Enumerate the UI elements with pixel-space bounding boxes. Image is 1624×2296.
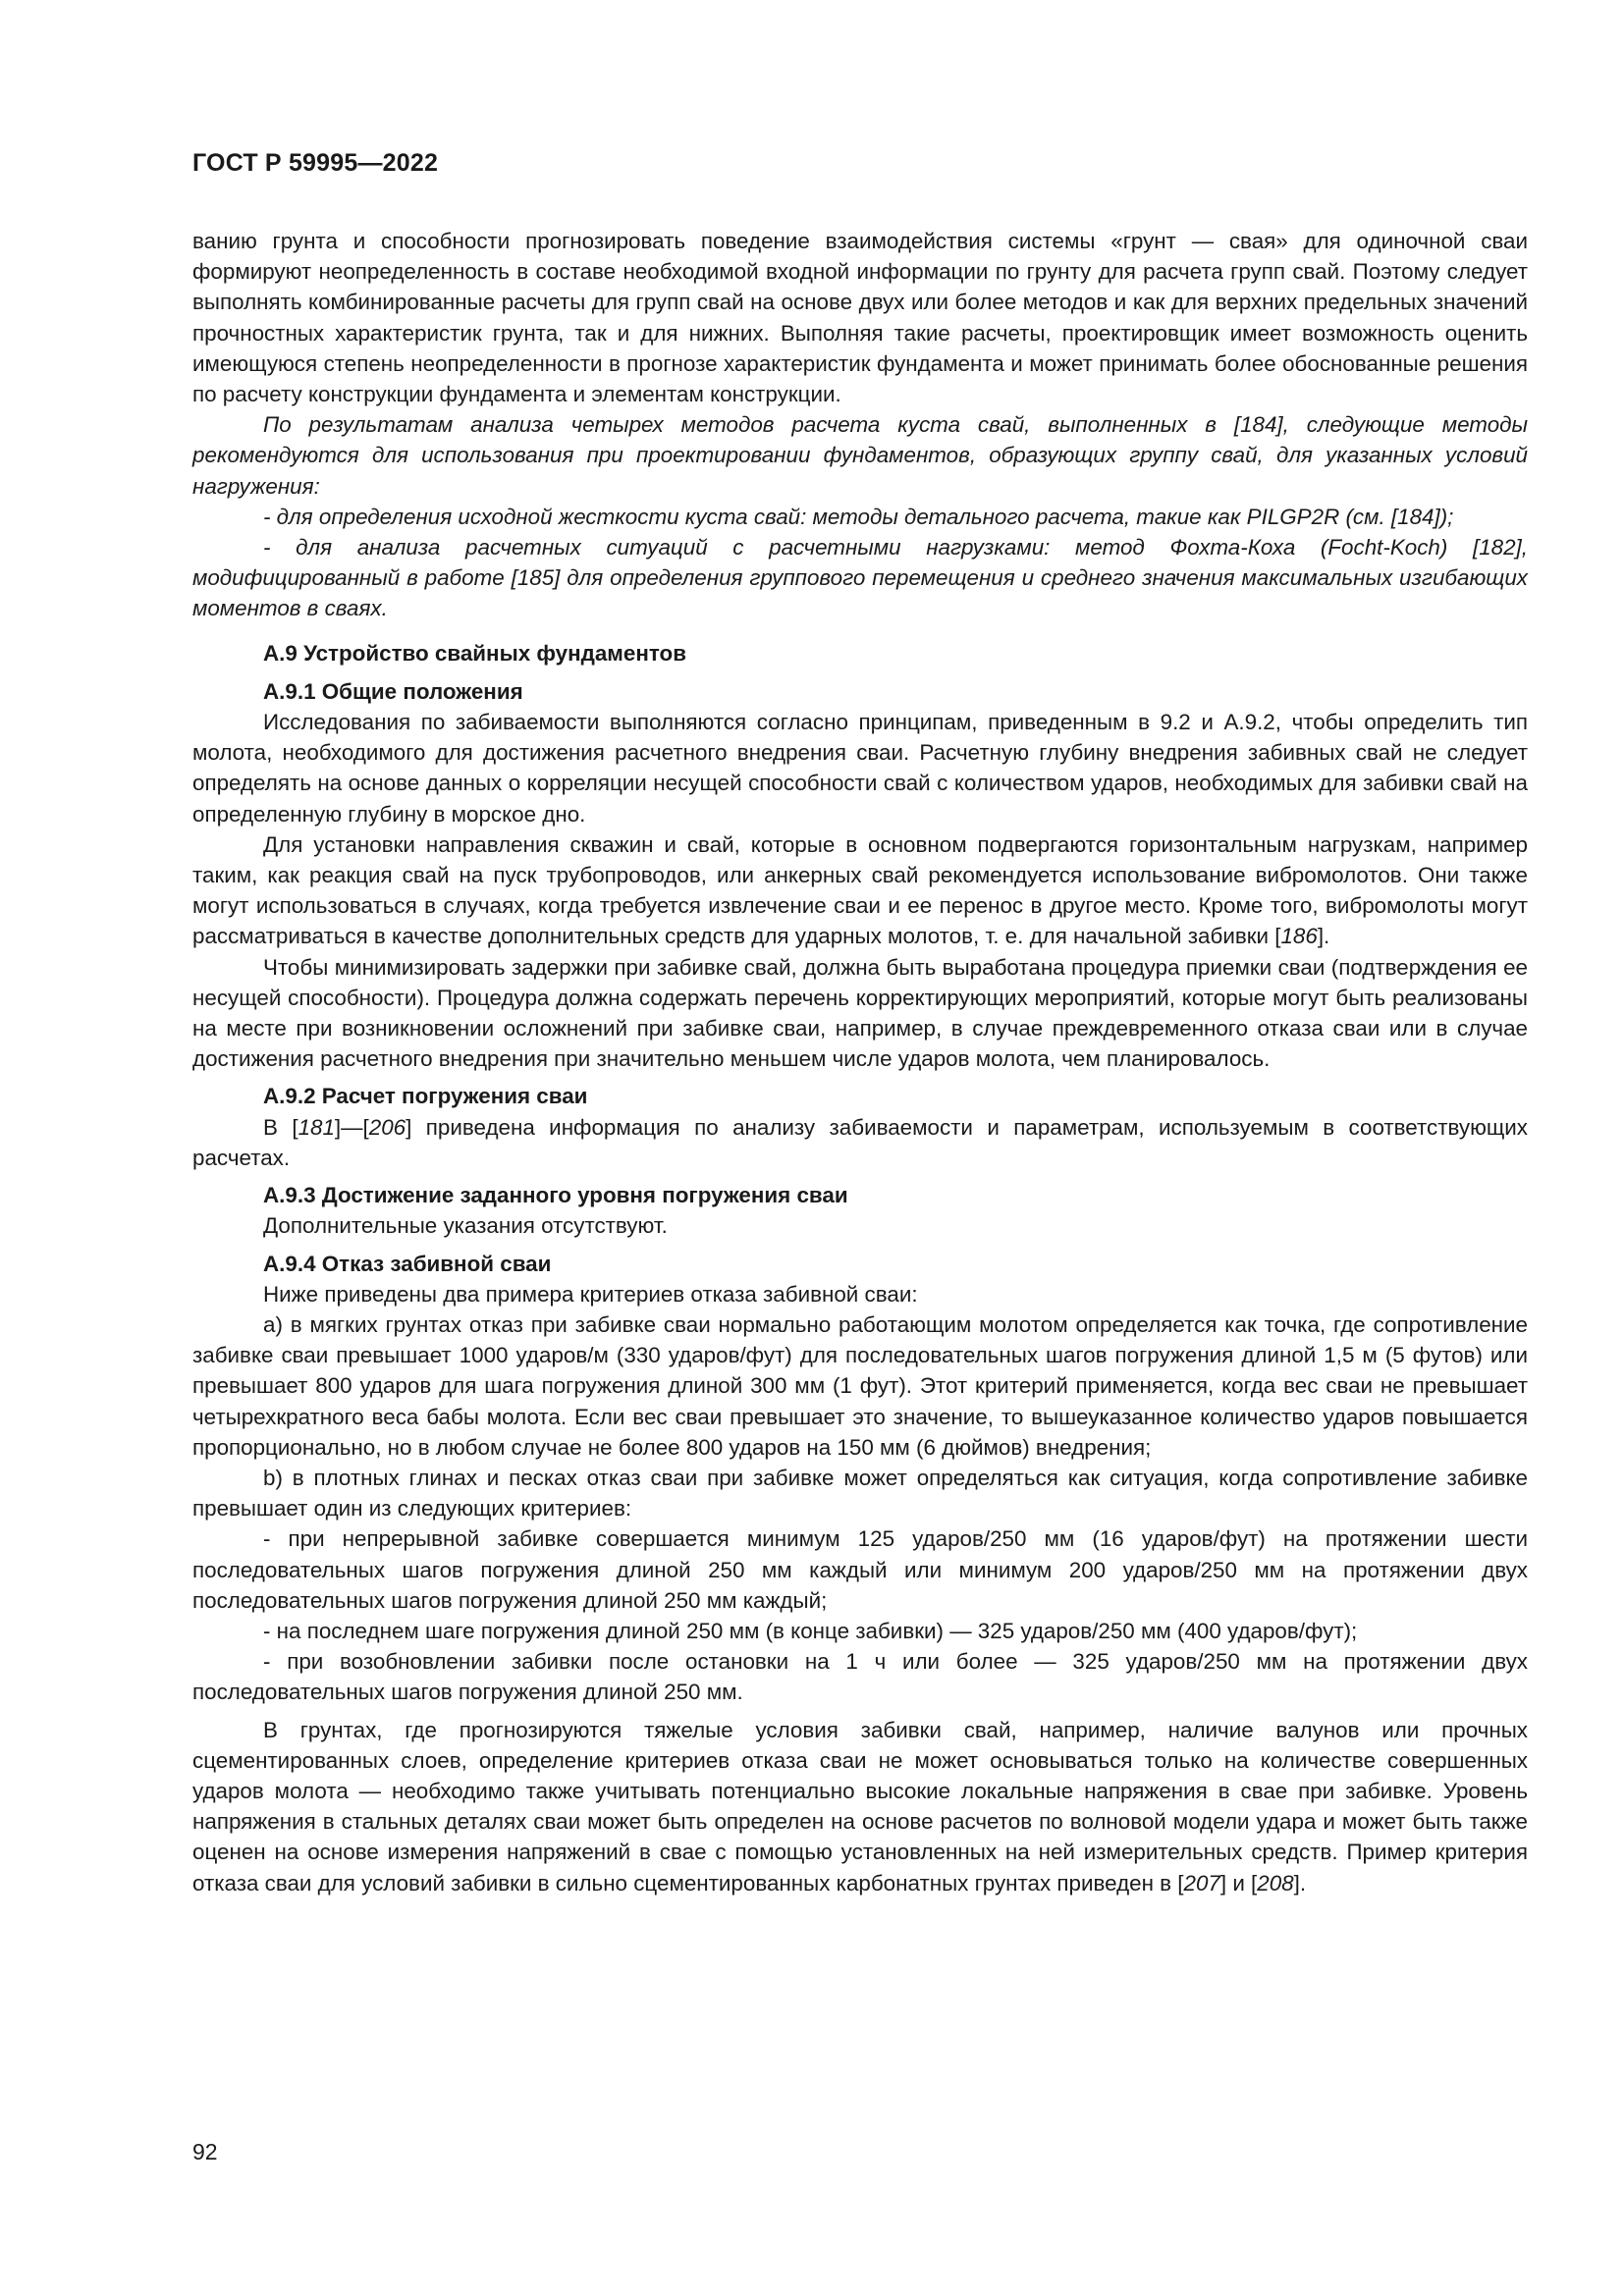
paragraph-text: ]. — [1293, 1870, 1307, 1896]
paragraph-text: ] приведена информация по анализу забиваемости и параметрам, используемым в соответствующих расчетах. — [192, 1114, 1528, 1170]
list-item: - на последнем шаге погружения длиной 250 мм (в конце забивки) — 325 ударов/250 мм (400 ударов/фут); — [263, 1618, 1358, 1643]
paragraph-text: ] и [ — [1219, 1870, 1258, 1896]
list-item: а) в мягких грунтах отказ при забивке сваи нормально работающим молотом определяется как точка, где сопротивление забивке сваи превышает 1000 ударов/м (330 ударов/фут) для последовательных шагов погружения длиной 1,5 м (5 футов) или превышает 800 ударов для шага погружения длиной 300 мм (1 фут). Этот критерий применяется, когда вес сваи не превышает четырехкратного веса бабы молота. Если вес сваи превышает это значение, то вышеуказанное количество ударов повышается пропорционально, но в любом случае не более 800 ударов на 150 мм (6 дюймов) внедрения; — [192, 1311, 1528, 1460]
subsection-heading: А.9.1 Общие положения — [263, 678, 523, 704]
subsection-heading: А.9.3 Достижение заданного уровня погружения сваи — [263, 1183, 848, 1208]
paragraph: Ниже приведены два примера критериев отказа забивной сваи: — [263, 1281, 918, 1307]
paragraph-text: ]. — [1317, 924, 1330, 949]
list-item: b) в плотных глинах и песках отказ сваи при забивке может определяться как ситуация, когда сопротивление забивке превышает один из следующих критериев: — [192, 1465, 1528, 1522]
paragraph-text: Для установки направления скважин и свай, которые в основном подвергаются горизонтальным нагрузкам, например таким, как реакция свай на пуск трубопроводов, или анкерных свай рекомендуется использование вибромолотов. Они также могут использоваться в случаях, когда требуется извлечение сваи и ее перенос в другое место. Кроме того, вибромолоты могут рассматриваться в качестве дополнительных средств для ударных молотов, т. е. для начальной забивки [ — [192, 831, 1528, 949]
document-body — [192, 226, 1528, 1898]
document-header: ГОСТ Р 59995—2022 — [192, 149, 439, 177]
paragraph — [192, 829, 1528, 952]
list-item: - при возобновлении забивки после остановки на 1 ч или более — 325 ударов/250 мм на протяжении двух последовательных шагов погружения длиной 250 мм. — [192, 1649, 1528, 1705]
paragraph: Исследования по забиваемости выполняются согласно принципам, приведенным в 9.2 и А.9.2, чтобы определить тип молота, необходимого для достижения расчетного внедрения сваи. Расчетную глубину внедрения забивных свай не следует определять на основе данных о корреляции несущей способности свай с количеством ударов, необходимых для забивки свай на определенную глубину в морское дно. — [192, 710, 1528, 827]
paragraph-text: В грунтах, где прогнозируются тяжелые условия забивки свай, например, наличие валунов или прочных сцементированных слоев, определение критериев отказа сваи не может основываться только на количестве совершенных ударов молота — необходимо также учитывать потенциально высокие локальные напряжения в свае при забивке. Уровень напряжения в стальных деталях сваи может быть определен на основе расчетов по волновой модели удара и может быть также оценен на основе измерения напряжений в свае с помощью установленных на ней измерительных средств. Пример критерия отказа сваи для условий забивки в сильно сцементированных карбонатных грунтах приведен в [ — [192, 1717, 1528, 1896]
paragraph: Дополнительные указания отсутствуют. — [263, 1213, 668, 1239]
subsection-heading: А.9.2 Расчет погружения сваи — [263, 1084, 588, 1109]
reference: 181 — [298, 1114, 335, 1140]
reference: 207 — [1183, 1870, 1220, 1896]
list-item-italic: - для анализа расчетных ситуаций с расчетными нагрузками: метод Фохта-Коха (Focht-Koch) [182], модифицированный в работе [185] для определения группового перемещения и среднего значения максимальных изгибающих моментов в сваях. — [192, 535, 1528, 621]
reference: 186 — [1280, 924, 1318, 949]
paragraph — [192, 1112, 1528, 1173]
paragraph — [192, 1715, 1528, 1898]
list-item: - при непрерывной забивке совершается минимум 125 ударов/250 мм (16 ударов/фут) на протяжении шести последовательных шагов погружения длиной 250 мм каждый или минимум 200 ударов/250 мм на протяжении двух последовательных шагов погружения длиной 250 мм каждый; — [192, 1526, 1528, 1613]
reference: 206 — [368, 1114, 406, 1140]
subsection-heading: А.9.4 Отказ забивной сваи — [263, 1251, 552, 1276]
paragraph: Чтобы минимизировать задержки при забивке свай, должна быть выработана процедура приемки сваи (подтверждения ее несущей способности). Процедура должна содержать перечень корректирующих мероприятий, которые могут быть реализованы на месте при возникновении осложнений при забивке сваи, например, в случае преждевременного отказа сваи или в случае достижения расчетного внедрения при значительно меньшем числе ударов молота, чем планировалось. — [192, 954, 1528, 1072]
paragraph-text: ]—[ — [334, 1114, 369, 1140]
section-heading: А.9 Устройство свайных фундаментов — [263, 640, 686, 666]
reference: 208 — [1257, 1870, 1294, 1896]
paragraph: ванию грунта и способности прогнозировать поведение взаимодействия системы «грунт — свая» для одиночной сваи формируют неопределенность в составе необходимой входной информации по грунту для расчета групп свай. Поэтому следует выполнять комбинированные расчеты для групп свай на основе двух или более методов и как для верхних предельных значений прочностных характеристик грунта, так и для нижних. Выполняя такие расчеты, проектировщик имеет возможность оценить имеющуюся степень неопределенности в прогнозе характеристик фундамента и может принимать более обоснованные решения по расчету конструкции фундамента и элементам конструкции. — [192, 229, 1528, 407]
paragraph-text: В [ — [263, 1114, 298, 1140]
page-number: 92 — [192, 2139, 218, 2164]
paragraph-italic: По результатам анализа четырех методов расчета куста свай, выполненных в [184], следующие методы рекомендуются для использования при проектировании фундаментов, образующих группу свай, для указанных условий нагружения: — [192, 412, 1528, 499]
list-item-italic: - для определения исходной жесткости куста свай: методы детального расчета, такие как PILGP2R (см. [184]); — [263, 504, 1454, 529]
